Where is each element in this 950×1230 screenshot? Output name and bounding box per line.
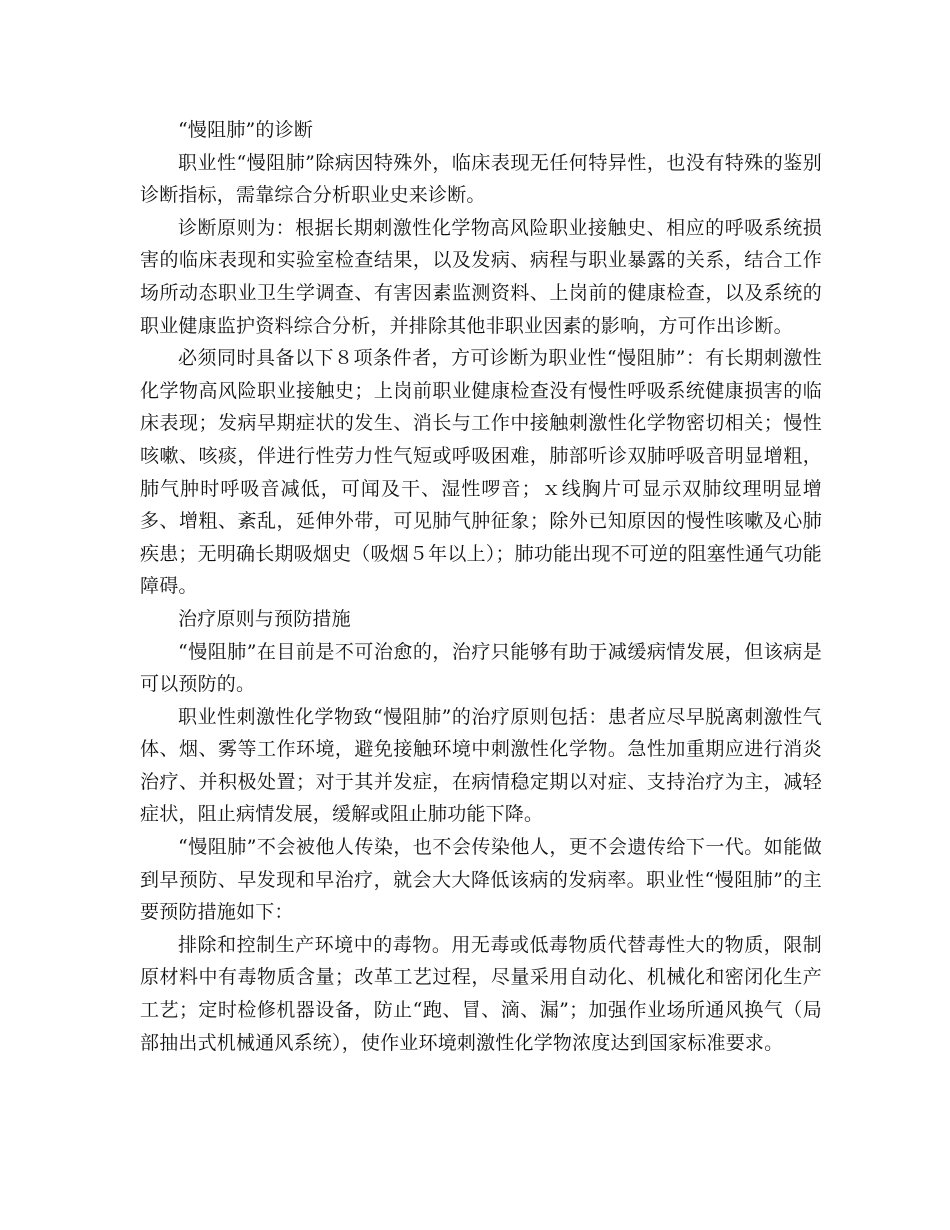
paragraph-treatment-principle: 职业性刺激性化学物致“慢阻肺”的治疗原则包括：患者应尽早脱离刺激性气体、烟、雾等工作环境，避免接触环境中刺激性化学物。急性加重期应进行消炎治疗、并积极处置；对于其并发症，在病情稳定期以对症、支持治疗为主，减轻症状，阻止病情发展，缓解或阻止肺功能下降。 <box>140 705 822 826</box>
section-heading-treatment-prevention: 治疗原则与预防措施 <box>178 607 351 630</box>
paragraph-prevention-intro: “慢阻肺”不会被他人传染，也不会传染他人，更不会遗传给下一代。如能做到早预防、早发现和早治疗，就会大大降低该病的发病率。职业性“慢阻肺”的主要预防措施如下： <box>140 836 822 924</box>
document-body <box>140 114 822 1059</box>
paragraph-diagnosis-intro: 职业性“慢阻肺”除病因特殊外，临床表现无任何特异性，也没有特殊的鉴别诊断指标，需靠综合分析职业史来诊断。 <box>140 151 822 207</box>
paragraph-diagnosis-conditions: 必须同时具备以下８项条件者，方可诊断为职业性“慢阻肺”：有长期刺激性化学物高风险职业接触史；上岗前职业健康检查没有慢性呼吸系统健康损害的临床表现；发病早期症状的发生、消长与工作中接触刺激性化学物密切相关；慢性咳嗽、咳痰，伴进行性劳力性气短或呼吸困难，肺部听诊双肺呼吸音明显增粗，肺气肿时呼吸音减低，可闻及干、湿性啰音；ｘ线胸片可显示双肺纹理明显增多、增粗、紊乱，延伸外带，可见肺气肿征象；除外已知原因的慢性咳嗽及心肺疾患；无明确长期吸烟史（吸烟５年以上）；肺功能出现不可逆的阻塞性通气功能障碍。 <box>140 347 822 598</box>
paragraph-diagnosis-principle: 诊断原则为：根据长期刺激性化学物高风险职业接触史、相应的呼吸系统损害的临床表现和实验室检查结果，以及发病、病程与职业暴露的关系，结合工作场所动态职业卫生学调查、有害因素监测资料、上岗前的健康检查，以及系统的职业健康监护资料综合分析，并排除其他非职业因素的影响，方可作出诊断。 <box>140 216 822 337</box>
paragraph-prevention-measures: 排除和控制生产环境中的毒物。用无毒或低毒物质代替毒性大的物质，限制原材料中有毒物质含量；改革工艺过程，尽量采用自动化、机械化和密闭化生产工艺；定时检修机器设备，防止“跑、冒、滴、漏”；加强作业场所通风换气（局部抽出式机械通风系统），使作业环境刺激性化学物浓度达到国家标准要求。 <box>140 933 822 1054</box>
section-heading-diagnosis: “慢阻肺”的诊断 <box>178 119 314 141</box>
paragraph-treatment-intro: “慢阻肺”在目前是不可治愈的，治疗只能够有助于减缓病情发展，但该病是可以预防的。 <box>140 640 822 696</box>
